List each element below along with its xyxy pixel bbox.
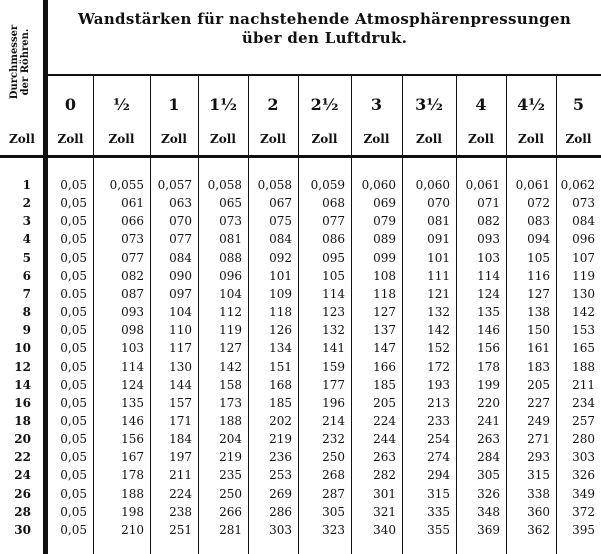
table-cell: 214: [322, 413, 345, 428]
table-cell: 092: [269, 250, 292, 265]
unit-label: Zoll: [311, 132, 338, 146]
table-cell: 249: [527, 413, 550, 428]
table-cell: 110: [169, 323, 192, 338]
table-cell: 303: [572, 450, 595, 465]
table-cell: 338: [527, 486, 550, 501]
table-cell: 161: [527, 341, 550, 356]
table-cell: 321: [373, 504, 396, 519]
table-cell: 205: [373, 395, 396, 410]
table-cell: 067: [269, 196, 292, 211]
table-cell: 0,05: [60, 178, 87, 192]
table-cell: 204: [219, 432, 242, 447]
table-cell: 188: [121, 486, 144, 501]
table-cell: 130: [169, 359, 192, 374]
table-cell: 081: [219, 232, 242, 247]
row-label: 16: [14, 395, 31, 410]
table-cell: 0,060: [415, 178, 450, 192]
table-cell: 066: [121, 214, 144, 229]
table-cell: 0,05: [60, 395, 87, 410]
table-cell: 101: [269, 268, 292, 283]
table-cell: 188: [219, 413, 242, 428]
table-cell: 199: [477, 377, 500, 392]
table-cell: 0,05: [60, 522, 87, 537]
table-cell: 335: [427, 504, 450, 519]
table-cell: 168: [269, 377, 292, 392]
table-cell: 077: [169, 232, 192, 247]
table-cell: 070: [427, 196, 450, 211]
title-line-2: über den Luftdruk.: [241, 29, 408, 47]
column-header: 4½: [517, 94, 545, 114]
table-cell: 183: [527, 359, 550, 374]
table-cell: 098: [121, 323, 144, 338]
unit-label: Zoll: [108, 132, 135, 146]
table-cell: 118: [269, 305, 292, 320]
table-cell: 219: [269, 432, 292, 447]
table-cell: 091: [427, 232, 450, 247]
table-cell: 178: [477, 359, 500, 374]
table-cell: 073: [572, 196, 595, 211]
table-cell: 305: [322, 504, 345, 519]
table-cell: 150: [527, 323, 550, 338]
table-cell: 211: [169, 468, 192, 483]
title-line-1: Wandstärken für nachstehende Atmosphärenpressungen: [77, 10, 572, 28]
row-label: 3: [22, 214, 31, 229]
table-cell: 134: [269, 341, 292, 356]
row-label: 1: [22, 178, 31, 192]
table-cell: 127: [527, 286, 550, 301]
table-cell: 135: [477, 305, 500, 320]
table-cell: 0,05: [60, 323, 87, 338]
table-cell: 266: [219, 504, 242, 519]
table-cell: 303: [269, 522, 292, 537]
table-cell: 084: [169, 250, 192, 265]
table-cell: 069: [373, 196, 396, 211]
diameter-header: [2, 4, 38, 120]
table-cell: 061: [121, 196, 144, 211]
table-cell: 083: [527, 214, 550, 229]
table-cell: 238: [169, 504, 192, 519]
table-cell: 0,05: [60, 250, 87, 265]
table-cell: 117: [169, 341, 192, 356]
table-cell: 0,05: [60, 450, 87, 465]
table-cell: 114: [322, 286, 345, 301]
table-cell: 081: [427, 214, 450, 229]
table-cell: 263: [373, 450, 396, 465]
table-cell: 281: [219, 522, 242, 537]
table-cell: 0,058: [257, 178, 292, 192]
table-cell: 144: [169, 377, 192, 392]
table-cell: 0.05: [60, 286, 87, 301]
table-cell: 257: [572, 413, 595, 428]
row-label: 30: [14, 522, 31, 537]
table-cell: 087: [121, 286, 144, 301]
table-cell: 211: [572, 377, 595, 392]
column-header: 3½: [415, 94, 443, 114]
unit-label: Zoll: [416, 132, 442, 146]
table-cell: 077: [121, 250, 144, 265]
table-cell: 101: [427, 250, 450, 265]
table-cell: 305: [477, 468, 500, 483]
table-cell: 0,05: [60, 377, 87, 392]
unit-label: Zoll: [468, 132, 494, 146]
table-cell: 108: [373, 268, 396, 283]
table-cell: 147: [373, 341, 396, 356]
table-cell: 079: [373, 214, 396, 229]
table-cell: 178: [121, 468, 144, 483]
table-cell: 395: [572, 522, 595, 537]
row-label: 12: [14, 359, 31, 374]
table-cell: 121: [427, 286, 450, 301]
table-cell: 287: [322, 486, 345, 501]
table-cell: 0,05: [60, 432, 87, 447]
table-cell: 119: [219, 323, 242, 338]
table-cell: 241: [477, 413, 500, 428]
table-cell: 0,05: [60, 268, 87, 283]
column-header: ½: [113, 94, 130, 114]
table-cell: 138: [527, 305, 550, 320]
table-cell: 075: [269, 214, 292, 229]
row-label: 6: [22, 268, 31, 283]
table-cell: 236: [269, 450, 292, 465]
table-cell: 105: [322, 268, 345, 283]
table-cell: 0,057: [157, 178, 192, 192]
table-cell: 166: [373, 359, 396, 374]
table-cell: 0,05: [60, 214, 87, 229]
table-cell: 095: [322, 250, 345, 265]
unit-label: Zoll: [57, 132, 84, 146]
table-cell: 105: [527, 250, 550, 265]
table-cell: 224: [169, 486, 192, 501]
table-cell: 126: [269, 323, 292, 338]
row-label: 24: [14, 468, 31, 483]
column-header: 5: [572, 94, 585, 114]
row-label: 20: [14, 432, 31, 447]
table-cell: 286: [269, 504, 292, 519]
row-label: 4: [22, 232, 31, 247]
table-cell: 071: [477, 196, 500, 211]
column-header: 1½: [209, 94, 237, 114]
table-cell: 142: [572, 305, 595, 320]
table-cell: 0,05: [60, 341, 87, 356]
table-cell: 114: [477, 268, 500, 283]
table-cell: 369: [477, 522, 500, 537]
table-cell: 096: [572, 232, 595, 247]
unit-label: Zoll: [363, 132, 390, 146]
table-cell: 142: [427, 323, 450, 338]
table-cell: 065: [219, 196, 242, 211]
table-cell: 159: [322, 359, 345, 374]
table-cell: 326: [477, 486, 500, 501]
table-cell: 124: [477, 286, 500, 301]
table-cell: 0,060: [361, 178, 396, 192]
table-cell: 146: [477, 323, 500, 338]
diameter-header-text: Durchmesser der Röhren.: [9, 24, 31, 100]
table-cell: 114: [121, 359, 144, 374]
table-cell: 0,055: [109, 178, 144, 192]
table-cell: 073: [219, 214, 242, 229]
table-cell: 151: [269, 359, 292, 374]
unit-label-diameter: Zoll: [9, 132, 35, 146]
table-cell: 234: [572, 395, 595, 410]
table-cell: 210: [121, 522, 144, 537]
table-cell: 107: [572, 250, 595, 265]
table-cell: 224: [373, 413, 396, 428]
row-label: 5: [22, 250, 31, 265]
unit-label: Zoll: [260, 132, 286, 146]
table-cell: 146: [121, 413, 144, 428]
table-cell: 088: [219, 250, 242, 265]
table-cell: 094: [527, 232, 550, 247]
table-cell: 197: [169, 450, 192, 465]
table-cell: 251: [169, 522, 192, 537]
table-cell: 293: [527, 450, 550, 465]
table-cell: 0,05: [60, 486, 87, 501]
rule-under-title: [48, 74, 601, 76]
table-cell: 284: [477, 450, 500, 465]
table-cell: 250: [219, 486, 242, 501]
table-cell: 301: [373, 486, 396, 501]
column-header: 2: [267, 94, 279, 114]
table-cell: 152: [427, 341, 450, 356]
table-cell: 0,05: [60, 196, 87, 211]
table-cell: 084: [269, 232, 292, 247]
table-cell: 165: [572, 341, 595, 356]
unit-label: Zoll: [565, 132, 592, 146]
row-label: 14: [14, 377, 31, 392]
table-cell: 153: [572, 323, 595, 338]
table-cell: 198: [121, 504, 144, 519]
table-cell: 135: [121, 395, 144, 410]
table-cell: 340: [373, 522, 396, 537]
row-label: 28: [14, 504, 31, 519]
table-cell: 315: [427, 486, 450, 501]
column-header: 2½: [310, 94, 339, 114]
table-cell: 244: [373, 432, 396, 447]
table-cell: 157: [169, 395, 192, 410]
row-label: 10: [14, 341, 31, 356]
table-cell: 271: [527, 432, 550, 447]
table-cell: 171: [169, 413, 192, 428]
table-cell: 280: [572, 432, 595, 447]
table-cell: 119: [572, 268, 595, 283]
table-cell: 158: [219, 377, 242, 392]
table-cell: 193: [427, 377, 450, 392]
table-cell: 323: [322, 522, 345, 537]
table-cell: 232: [322, 432, 345, 447]
row-label: 26: [14, 486, 31, 501]
table-cell: 202: [269, 413, 292, 428]
table-cell: 082: [121, 268, 144, 283]
table-cell: 111: [427, 268, 450, 283]
table-cell: 099: [373, 250, 396, 265]
table-cell: 213: [427, 395, 450, 410]
table-cell: 188: [572, 359, 595, 374]
table-cell: 167: [121, 450, 144, 465]
table-cell: 104: [219, 286, 242, 301]
table-cell: 269: [269, 486, 292, 501]
table-cell: 0,059: [310, 178, 345, 192]
table-cell: 082: [477, 214, 500, 229]
table-cell: 233: [427, 413, 450, 428]
table-cell: 142: [219, 359, 242, 374]
table-cell: 116: [527, 268, 550, 283]
row-label: 7: [22, 286, 31, 301]
table-cell: 097: [169, 286, 192, 301]
table-cell: 227: [527, 395, 550, 410]
table-cell: 372: [572, 504, 595, 519]
table-cell: 185: [373, 377, 396, 392]
table-cell: 156: [121, 432, 144, 447]
table-cell: 0,058: [207, 178, 242, 192]
unit-label: Zoll: [518, 132, 544, 146]
table-cell: 123: [322, 305, 345, 320]
table-cell: 0,05: [60, 359, 87, 374]
table-cell: 362: [527, 522, 550, 537]
table-cell: 185: [269, 395, 292, 410]
table-cell: 141: [322, 341, 345, 356]
table-cell: 0,05: [60, 305, 87, 320]
column-header: 4: [475, 94, 487, 114]
table-cell: 112: [219, 305, 242, 320]
table-cell: 103: [477, 250, 500, 265]
table-cell: 268: [322, 468, 345, 483]
rule-under-units: [0, 155, 601, 158]
table-cell: 068: [322, 196, 345, 211]
table-title: [48, 10, 601, 48]
table-cell: 084: [572, 214, 595, 229]
table-cell: 103: [121, 341, 144, 356]
table-cell: 0,05: [60, 504, 87, 519]
table-cell: 127: [219, 341, 242, 356]
table-cell: 326: [572, 468, 595, 483]
table-cell: 0,05: [60, 232, 87, 247]
table-cell: 348: [477, 504, 500, 519]
table-cell: 263: [477, 432, 500, 447]
table-cell: 220: [477, 395, 500, 410]
row-label: 9: [22, 323, 31, 338]
table-cell: 109: [269, 286, 292, 301]
table-cell: 172: [427, 359, 450, 374]
table-cell: 360: [527, 504, 550, 519]
table-cell: 096: [219, 268, 242, 283]
table-cell: 118: [373, 286, 396, 301]
table-cell: 0,05: [60, 413, 87, 428]
table-cell: 184: [169, 432, 192, 447]
table-cell: 072: [527, 196, 550, 211]
table-cell: 073: [121, 232, 144, 247]
table-cell: 219: [219, 450, 242, 465]
table-cell: 137: [373, 323, 396, 338]
table-cell: 205: [527, 377, 550, 392]
table-cell: 077: [322, 214, 345, 229]
table-cell: 070: [169, 214, 192, 229]
row-label: 22: [14, 450, 31, 465]
table-cell: 173: [219, 395, 242, 410]
table-cell: 156: [477, 341, 500, 356]
table-cell: 355: [427, 522, 450, 537]
table-cell: 235: [219, 468, 242, 483]
column-header: 1: [168, 94, 180, 114]
table-cell: 063: [169, 196, 192, 211]
table-cell: 090: [169, 268, 192, 283]
table-cell: 093: [477, 232, 500, 247]
table-cell: 0,05: [60, 468, 87, 483]
unit-label: Zoll: [161, 132, 187, 146]
column-header: 0: [64, 94, 77, 114]
table-cell: 089: [373, 232, 396, 247]
unit-label: Zoll: [210, 132, 236, 146]
table-cell: 282: [373, 468, 396, 483]
row-label: 8: [22, 305, 31, 320]
table-cell: 104: [169, 305, 192, 320]
table-cell: 0,062: [560, 178, 595, 192]
table-cell: 127: [373, 305, 396, 320]
table-cell: 0,061: [515, 178, 550, 192]
table-cell: 315: [527, 468, 550, 483]
table-cell: 196: [322, 395, 345, 410]
table-cell: 294: [427, 468, 450, 483]
table-cell: 177: [322, 377, 345, 392]
table-cell: 124: [121, 377, 144, 392]
table-cell: 086: [322, 232, 345, 247]
table-cell: 349: [572, 486, 595, 501]
table-cell: 132: [322, 323, 345, 338]
table-cell: 093: [121, 305, 144, 320]
row-label: 2: [22, 196, 31, 211]
table-cell: 132: [427, 305, 450, 320]
table-cell: 250: [322, 450, 345, 465]
column-header: 3: [370, 94, 383, 114]
table-cell: 254: [427, 432, 450, 447]
table-cell: 253: [269, 468, 292, 483]
table-cell: 130: [572, 286, 595, 301]
table-cell: 274: [427, 450, 450, 465]
row-label: 18: [14, 413, 31, 428]
table-cell: 0,061: [465, 178, 500, 192]
